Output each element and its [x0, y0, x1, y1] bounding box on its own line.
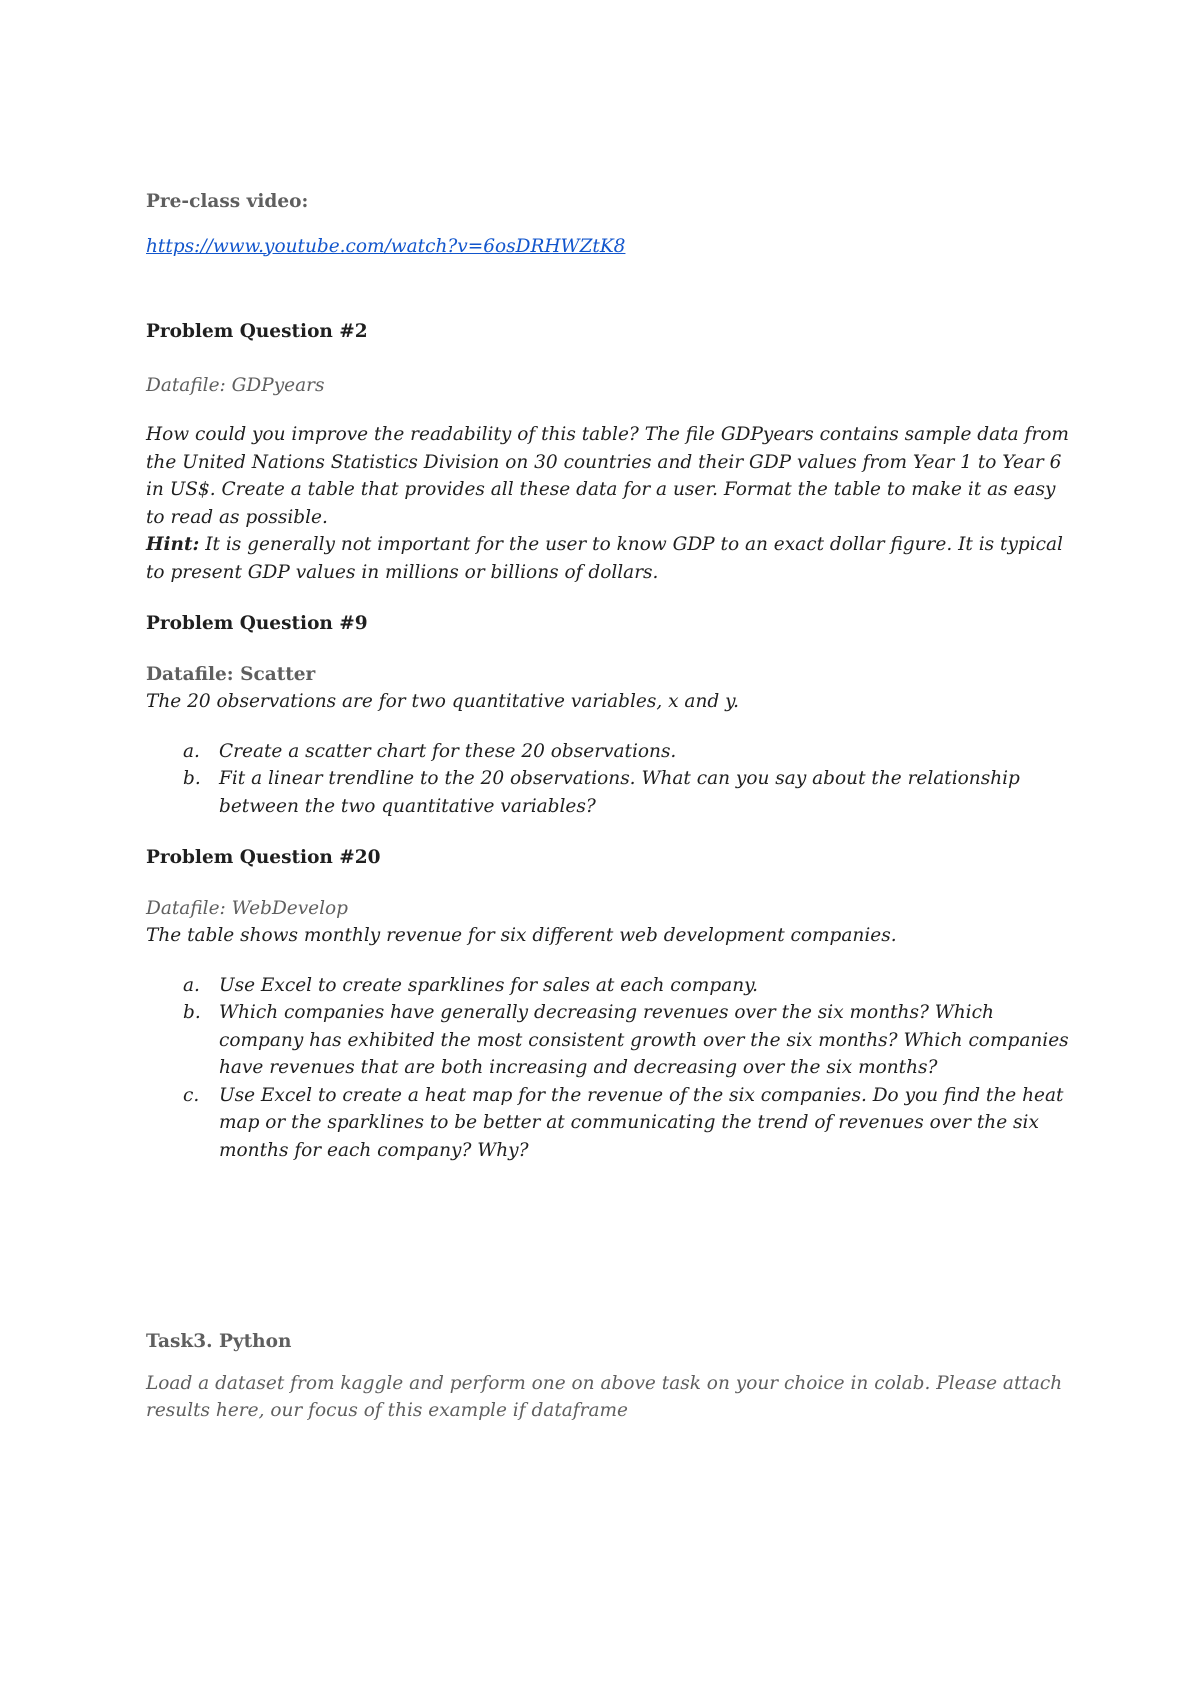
preclass-video-link[interactable]: https://www.youtube.com/watch?v=6osDRHWZtK8 — [146, 235, 626, 257]
list-item-text: Fit a linear trendline to the 20 observations. What can you say about the relationship between the two quantitative variables? — [219, 768, 1020, 817]
list-item — [146, 738, 1076, 766]
q20-datafile: Datafile: WebDevelop — [146, 897, 349, 919]
document-page — [146, 188, 1076, 1425]
list-item — [146, 765, 1076, 820]
q2-hint — [146, 531, 1076, 586]
q20-intro: The table shows monthly revenue for six different web development companies. — [146, 925, 897, 946]
q9-list — [146, 738, 1076, 821]
q2-datafile: Datafile: GDPyears — [146, 374, 325, 396]
preclass-video-link-row — [146, 233, 1076, 261]
list-item — [146, 999, 1076, 1082]
list-marker: c. — [183, 1084, 200, 1106]
q2-body: How could you improve the readability of this table? The file GDPyears contains sample data from the United Nations Statistics Division on 30 countries and their GDP values from Year 1 to Year 6 in US$. Create a table that provides all these data for a user. Format the table to make it as easy to read as possible. — [146, 424, 1069, 528]
q20-title: Problem Question #20 — [146, 847, 381, 868]
list-marker: a. — [183, 974, 200, 996]
list-marker: b. — [183, 768, 201, 789]
q20-list — [146, 972, 1076, 1165]
task3-title: Task3. Python — [146, 1331, 292, 1352]
preclass-label: Pre-class video: — [146, 191, 309, 212]
q9-datafile: Datafile: Scatter — [146, 663, 316, 685]
list-item-text: Use Excel to create sparklines for sales at each company. — [219, 974, 759, 996]
q9-intro: The 20 observations are for two quantitative variables, x and y. — [146, 691, 739, 712]
q2-title: Problem Question #2 — [146, 321, 368, 342]
list-item — [146, 1082, 1076, 1165]
list-marker: a. — [183, 740, 200, 762]
list-item-text: Use Excel to create a heat map for the revenue of the six companies. Do you find the heat map or the sparklines to be better at communicating the trend of revenues over the six months for each company? Why? — [219, 1084, 1064, 1161]
task3-body: Load a dataset from kaggle and perform one on above task on your choice in colab. Please attach results here, our focus of this example if dataframe — [146, 1372, 1063, 1421]
list-marker: b. — [183, 1002, 201, 1023]
q2-hint-text: It is generally not important for the user to know GDP to an exact dollar figure. It is typical to present GDP values in millions or billions of dollars. — [146, 534, 1063, 583]
list-item-text: Create a scatter chart for these 20 observations. — [219, 740, 677, 762]
q9-title: Problem Question #9 — [146, 613, 368, 634]
list-item — [146, 972, 1076, 1000]
q2-hint-label: Hint: — [146, 534, 200, 555]
list-item-text: Which companies have generally decreasing revenues over the six months? Which company has exhibited the most consistent growth over the six months? Which companies have revenues that are both increasing and decreasing over the six months? — [219, 1002, 1069, 1078]
